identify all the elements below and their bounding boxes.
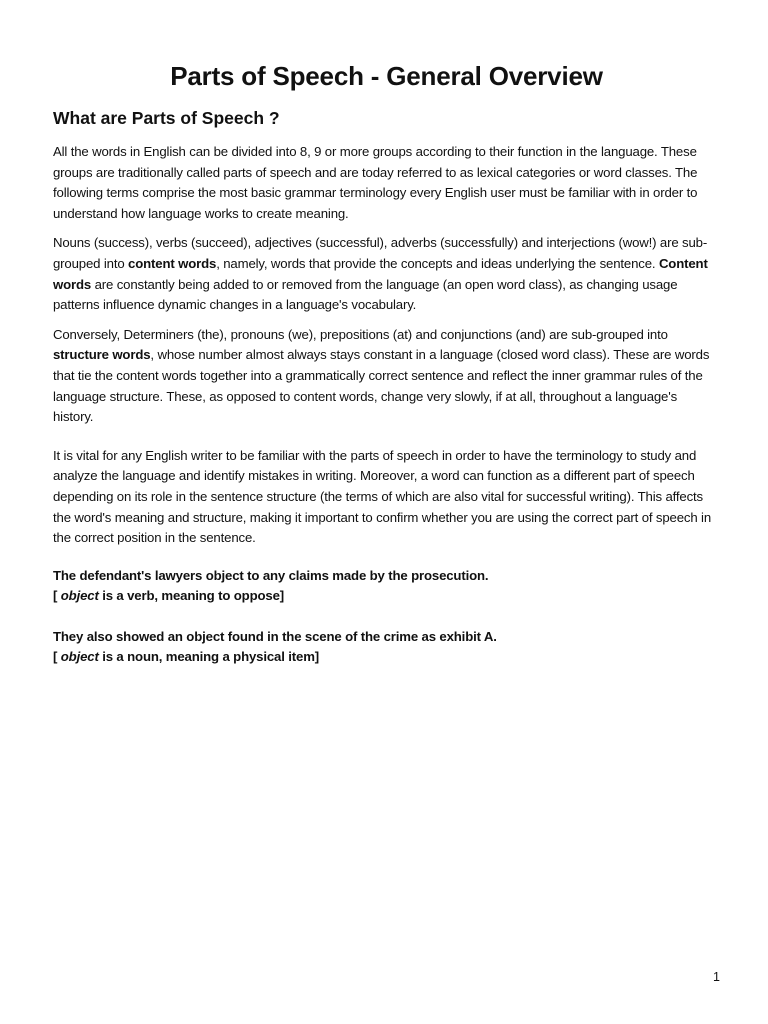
bold-term-structure-words: structure words xyxy=(53,347,151,363)
note-text: is a noun, meaning a physical item] xyxy=(98,649,320,665)
page-title: Parts of Speech - General Overview xyxy=(170,61,603,91)
paragraph-intro: All the words in English can be divided into 8, 9 or more groups according to their function in the language. These groups are traditionally called parts of speech and are today referred to as lexical categories or word classes. The following terms comprise the most basic grammar terminology every English user must be familiar with in order to understand how language works to create meaning. xyxy=(53,144,698,221)
example-sentence: The defendant's lawyers object to any claims made by the prosecution. xyxy=(53,567,489,583)
bold-term-content-words-2: Content words xyxy=(53,255,708,292)
example-noun xyxy=(53,627,720,668)
page-number: 1 xyxy=(713,970,720,984)
paragraph-text: , namely, words that provide the concepts and ideas underlying the sentence. xyxy=(216,255,659,271)
note-text: is a verb, meaning to oppose] xyxy=(98,588,284,604)
example-sentence: They also showed an object found in the scene of the crime as exhibit A. xyxy=(53,628,497,644)
paragraph-text: are constantly being added to or removed from the language (an open word class), as changing usage patterns influence dynamic changes in a language's vocabulary. xyxy=(53,276,678,313)
paragraph-text: , whose number almost always stays constant in a language (closed word class). These are words that tie the content words together into a grammatically correct sentence and reflect the inner grammar rules of the language structure. These, as opposed to content words, change very slowly, if at all, throughout a language's history. xyxy=(53,347,710,425)
example-note xyxy=(53,647,720,668)
paragraph-importance: It is vital for any English writer to be familiar with the parts of speech in order to have the terminology to study and analyze the language and identify mistakes in writing. Moreover, a word can function as a different part of speech depending on its role in the sentence structure (the terms of which are also vital for successful writing). This affects the word's meaning and structure, making it important to confirm whether you are using the correct part of speech in the correct position in the sentence. xyxy=(53,447,712,546)
paragraph-text: Conversely, Determiners (the), pronouns (we), prepositions (at) and conjunctions (and) are sub-grouped into xyxy=(53,326,668,342)
note-keyword: object xyxy=(60,588,99,604)
paragraph-content-words xyxy=(53,233,720,315)
bold-term-content-words: content words xyxy=(128,255,217,271)
example-note xyxy=(53,586,720,607)
note-keyword: object xyxy=(60,649,99,665)
note-bracket: [ xyxy=(53,588,61,604)
note-bracket: [ xyxy=(53,649,61,665)
section-heading: What are Parts of Speech ? xyxy=(53,108,280,128)
paragraph-structure-words xyxy=(53,325,720,428)
example-verb xyxy=(53,566,720,607)
paragraph-text: Nouns (success), verbs (succeed), adjectives (successful), adverbs (successfully) and interjections (wow!) are sub-grouped into xyxy=(53,235,708,271)
